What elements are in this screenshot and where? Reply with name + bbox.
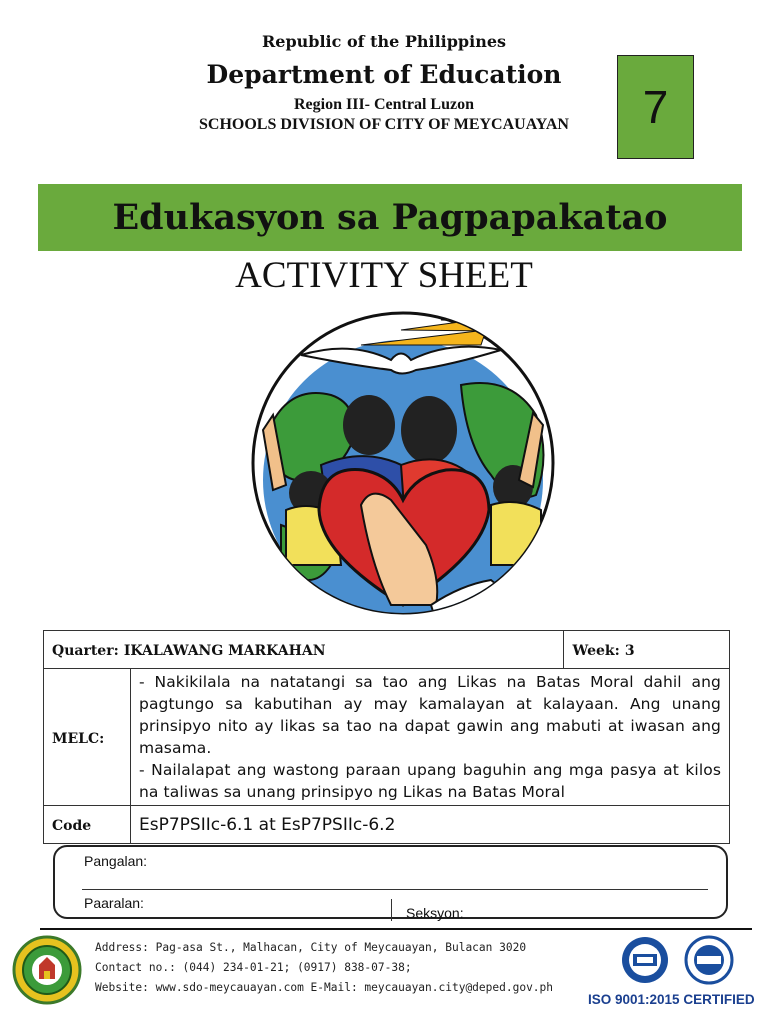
quarter-cell [44, 631, 564, 669]
footer-divider [40, 928, 752, 930]
footer-address: Address: Pag-asa St., Malhacan, City of Meycauayan, Bulacan 3020 [95, 941, 527, 954]
name-line[interactable] [82, 889, 708, 890]
footer-contact: Contact no.: (044) 234-01-21; (0917) 838-07-38; [95, 961, 412, 974]
department-heading: Department of Education [206, 60, 562, 89]
subject-banner: Edukasyon sa Pagpapakatao [38, 184, 742, 251]
quarter-value: IKALAWANG MARKAHAN [123, 643, 326, 659]
values-illustration [251, 305, 555, 621]
melc-competency-2: - Nailalapat ang wastong paraan upang baguhin ang mga pasya at kilos na taliwas sa unang prinsipyo ng Likas na Batas Moral [139, 761, 721, 801]
student-info-box [53, 845, 728, 919]
melc-label: MELC: [52, 730, 105, 747]
week-label: Week: [572, 643, 620, 659]
code-value: EsP7PSIIc-6.1 at EsP7PSIIc-6.2 [139, 814, 396, 835]
melc-competency-1: - Nakikilala na natatangi sa tao ang Likas na Batas Moral dahil ang pagtungo sa kabutihan ay may kamalayan at kalayaan. Ang unang prinsipyo nito ay likas sa tao na dapat gawin ang mabuti at iwasan ang masama. [139, 673, 721, 757]
code-label-cell [44, 806, 131, 844]
republic-heading: Republic of the Philippines [261, 32, 507, 51]
activity-sheet-title: ACTIVITY SHEET [235, 255, 533, 296]
division-seal-icon [12, 935, 82, 1005]
footer-website[interactable]: Website: www.sdo-meycauayan.com E-Mail: meycauayan.city@deped.gov.ph [95, 981, 554, 994]
code-label: Code [52, 818, 92, 834]
region-heading: Region III- Central Luzon [293, 96, 474, 113]
dqs-certification-icon [617, 935, 673, 985]
iso-certified-label: ISO 9001:2015 CERTIFIED [588, 992, 755, 1007]
quarter-label: Quarter: [52, 643, 119, 659]
field-divider [391, 899, 392, 921]
week-cell [564, 631, 730, 669]
iqnet-certification-icon [683, 935, 735, 985]
info-table [43, 630, 730, 844]
school-label: Paaralan: [84, 895, 144, 911]
division-heading: SCHOOLS DIVISION OF CITY OF MEYCAUAYAN [199, 116, 569, 133]
melc-content [131, 669, 730, 806]
name-label: Pangalan: [84, 853, 148, 869]
grade-box: 7 [617, 55, 694, 159]
code-value-cell [131, 806, 730, 844]
section-label: Seksyon: [406, 905, 464, 921]
melc-label-cell [44, 669, 131, 806]
week-value: 3 [624, 643, 635, 659]
